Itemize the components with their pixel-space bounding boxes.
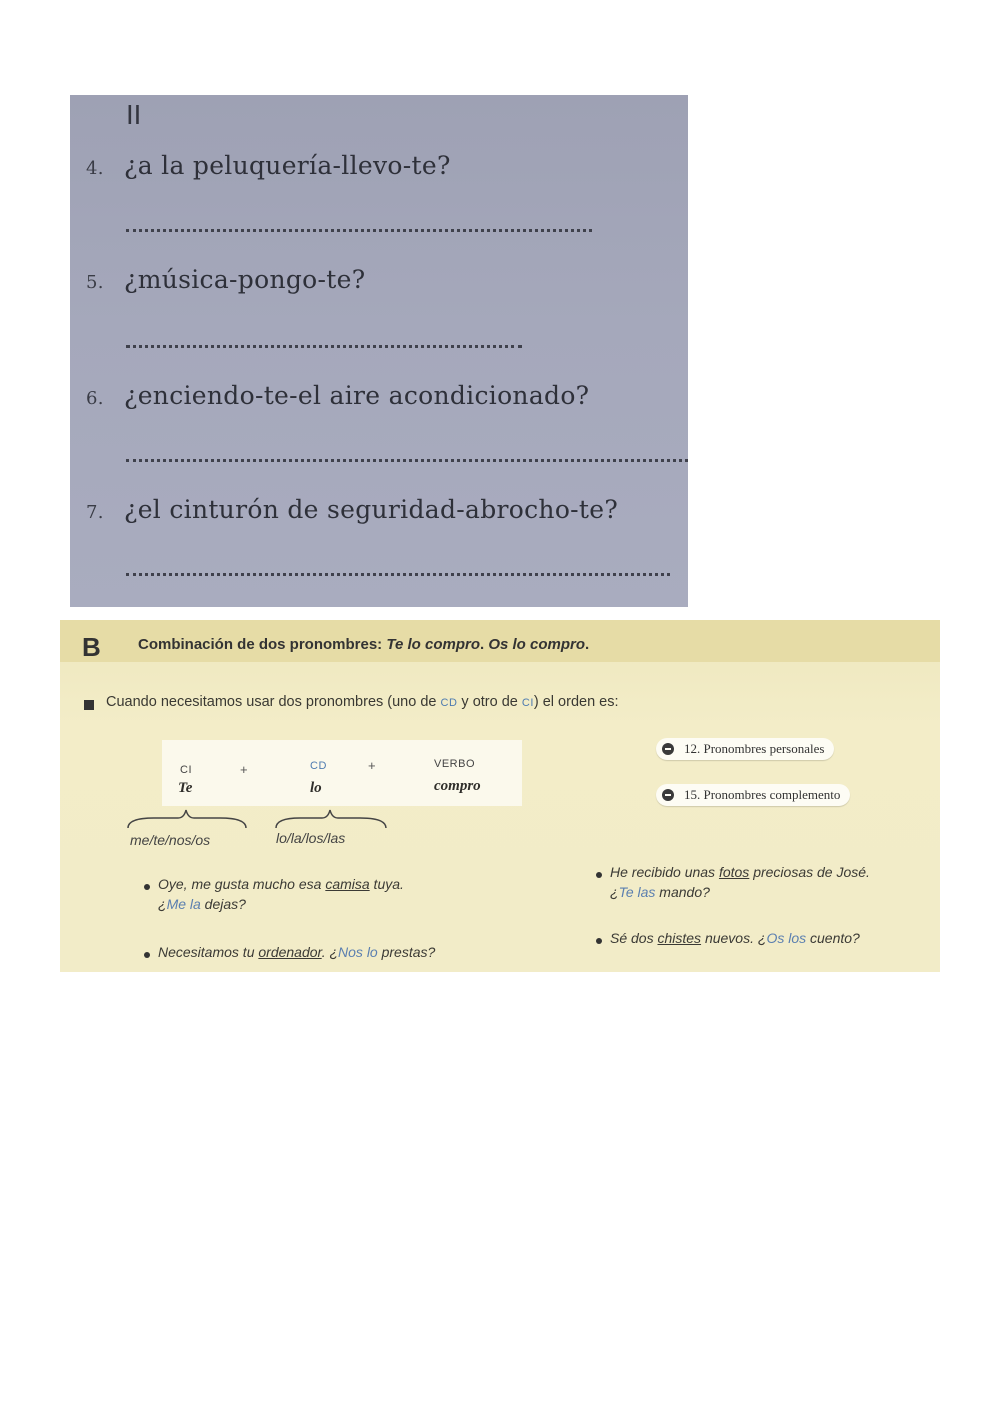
example-text: He recibido unas [610,864,719,880]
example-text: preciosas de José. [749,864,870,880]
example-text: Necesitamos tu [158,944,259,960]
reference-link-15[interactable] [656,784,850,806]
item-text: ¿a la peluquería-llevo-te? [124,151,451,180]
example-text: tuya. [369,876,404,892]
ci-label: CI [180,764,192,776]
example-text: mando? [655,884,710,900]
item-text: ¿música-pongo-te? [124,265,366,294]
example-sentence-4 [610,928,860,948]
bullet-icon [144,884,150,890]
example-text: nuevos. ¿ [701,930,767,946]
example-pronouns: Os los [766,930,807,946]
item-text: ¿el cinturón de seguridad-abrocho-te? [124,495,619,524]
plus-sign: + [368,758,376,773]
example-text: Sé dos [610,930,658,946]
example-pronouns: Nos lo [338,944,378,960]
plus-sign: + [240,762,248,777]
cd-label: CD [310,760,327,772]
reference-text: 15. Pronombres complemento [684,787,841,802]
reference-text: 12. Pronombres personales [684,741,825,756]
exercise-photo [70,95,688,607]
cd-value: lo [310,780,322,796]
answer-line-4 [126,229,592,232]
item-text: ¿enciendo-te-el aire acondicionado? [124,381,590,410]
ci-value: Te [178,780,193,796]
bullet-icon [596,938,602,944]
item-number: 4. [86,158,104,179]
title-example-1: Te lo compro [386,636,480,653]
rule-part-3: ) el orden es: [533,694,619,710]
ci-options: me/te/nos/os [130,832,211,848]
formula-box [162,740,522,806]
tag-cd: CD [440,697,458,709]
rule-part-2: y otro de [457,694,522,710]
answer-line-7 [126,573,670,576]
tag-ci: CI [521,697,534,709]
answer-line-5 [126,345,522,348]
verb-label: VERBO [434,758,476,770]
rule-part-1: Cuando necesitamos usar dos pronombres (uno de [106,694,441,710]
title-end: . [585,636,590,653]
exercise-item-4 [86,151,451,180]
item-number: 7. [86,502,104,523]
item-number: 5. [86,272,104,293]
example-pronouns: Te las [618,884,656,900]
example-noun: chistes [657,930,702,946]
section-title [138,636,589,653]
rule-text [106,694,619,710]
section-letter: B [82,632,101,662]
example-sentence-2 [158,942,435,962]
example-sentence-3 [610,862,870,902]
example-noun: ordenador [258,944,322,960]
example-noun: fotos [718,864,750,880]
bullet-icon [144,952,150,958]
example-sentence-1 [158,874,404,914]
example-text: ¿ [158,896,167,912]
answer-line-6 [126,459,688,462]
reference-link-12[interactable] [656,738,834,760]
section-marker: II [126,101,142,131]
cd-options: lo/la/los/las [276,830,346,846]
example-text: prestas? [377,944,436,960]
grammar-photo [60,620,940,972]
item-number: 6. [86,388,104,409]
example-pronouns: Me la [166,896,201,912]
verb-value: compro [434,778,481,794]
arrow-circle-icon [662,743,674,755]
example-text: dejas? [200,896,246,912]
example-text: ¿ [610,884,619,900]
example-noun: camisa [325,876,370,892]
title-separator: . [479,636,489,653]
exercise-item-7 [86,495,618,524]
exercise-item-5 [86,265,365,294]
exercise-item-6 [86,381,589,410]
brace-ci-icon [124,806,254,834]
bullet-icon [596,872,602,878]
title-example-2: Os lo compro [488,636,586,653]
square-bullet-icon [84,700,94,710]
example-text: . ¿ [321,944,339,960]
example-text: Oye, me gusta mucho esa [158,876,326,892]
arrow-circle-icon [662,789,674,801]
example-text: cuento? [806,930,860,946]
title-main: Combinación de dos pronombres: [138,636,387,653]
